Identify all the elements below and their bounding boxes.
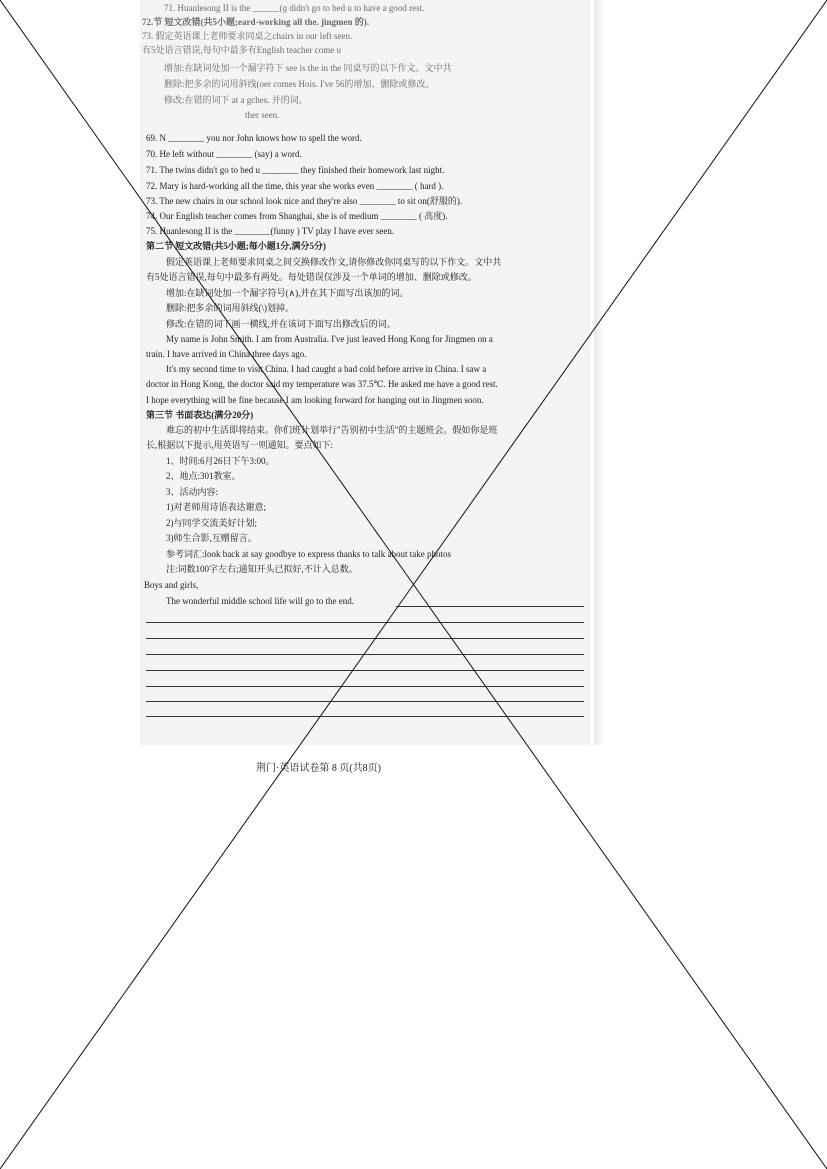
question-73: 73. The new chairs in our school look nice and they're also ________ to sit on(舒服的). xyxy=(146,196,463,206)
ghost-line: 删除:把多余的词用斜线(oer comes Hois. I've 56的增加、删除或修改。 xyxy=(164,79,435,89)
prompt-line: 长,根据以下提示,用英语写一则通知。要点如下: xyxy=(146,440,334,450)
word-count-note: 注:词数100字左右;通知开头已拟好,不计入总数。 xyxy=(166,564,358,574)
key-point: 1、时间:6月26日下午3:00。 xyxy=(166,456,275,466)
letter-opening: The wonderful middle school life will go to the end. xyxy=(166,596,354,606)
ghost-line: 72.节 短文改错(共5小题;eard-working all the. jingmen 的). xyxy=(142,17,369,27)
instruction-line: 增加:在缺词处加一个漏字符号(∧),并在其下面写出该加的词。 xyxy=(166,288,409,298)
key-point: 1)对老师用诗语表达谢意; xyxy=(166,502,266,512)
question-74: 74. Our English teacher comes from Shanghai, she is of medium ________ ( 高度). xyxy=(146,211,448,221)
ghost-line: 修改:在错的词下 at a gches. 并的词。 xyxy=(164,95,308,105)
page-footer: 荆门·英语试卷第 8 页(共8页) xyxy=(256,763,381,774)
instruction-line: 假定英语课上老师要求同桌之间交换修改作文,请你修改你同桌写的以下作文。文中共 xyxy=(166,257,502,267)
section-2-heading: 第二节 短文改错(共5小题;每小题1分,满分5分) xyxy=(146,241,326,251)
section-3-heading: 第三节 书面表达(满分20分) xyxy=(146,410,254,420)
passage-line: It's my second time to visit China. I had caught a bad cold before arrive in China. I saw a xyxy=(166,364,487,374)
passage-line: doctor in Hong Kong, the doctor said my temperature was 37.5℃. He asked me have a good rest. xyxy=(146,379,498,389)
passage-line: My name is John Smith. I am from Australia. I've just leaved Hong Kong for Jingmen on a xyxy=(166,334,493,344)
passage-line: I hope everything will be fine because I am looking forward for hanging out in Jingmen soon. xyxy=(146,395,484,405)
key-point: 2)与同学交流美好计划; xyxy=(166,518,257,528)
question-69: 69. N ________ you nor John knows how to spell the word. xyxy=(146,133,362,143)
instruction-line: 修改:在错的词下画一横线,并在该词下面写出修改后的词。 xyxy=(166,319,396,329)
ghost-line: 71. Huanlesong II is the ______(ɡ didn't go to bed u to have a good rest. xyxy=(164,3,425,13)
key-point: 2、地点:301教室。 xyxy=(166,471,241,481)
question-71: 71. The twins didn't go to bed u ________ they finished their homework last night. xyxy=(146,165,445,175)
ghost-line: 73. 假定英语课上老师要求同桌之chairs in our left seen. xyxy=(142,31,353,41)
key-point: 3)师生合影,互赠留言。 xyxy=(166,533,257,543)
vocab-hint: 参考词汇:look back at say goodbye to express thanks to talk about take photos xyxy=(166,549,451,559)
instruction-line: 有5处语言错误,每句中最多有两处。每处错误仅涉及一个单词的增加、删除或修改。 xyxy=(146,272,477,282)
prompt-line: 难忘的初中生活即将结束。你们班计划举行"告别初中生活"的主题班会。假如你是班 xyxy=(166,425,498,435)
ghost-line: ther seen. xyxy=(245,110,280,120)
key-point: 3、活动内容: xyxy=(166,487,219,497)
instruction-line: 删除:把多余的词用斜线(\)划掉。 xyxy=(166,303,294,313)
question-75: 75. Huanlesong II is the ________(funny ) TV play I have ever seen. xyxy=(146,226,395,236)
letter-greeting: Boys and girls, xyxy=(144,580,199,590)
question-72: 72. Mary is hard-working all the time, this year she works even ________ ( hard ). xyxy=(146,181,444,191)
ghost-line: 增加:在缺词处加一个漏字符下 see is the in the 同桌写的以下作文。文中共 xyxy=(164,63,452,73)
passage-line: train. I have arrived in China three days ago. xyxy=(146,349,307,359)
ghost-line: 有5处语言错误,每句中最多有English teacher come u xyxy=(142,45,341,55)
question-70: 70. He left without ________ (say) a word. xyxy=(146,149,302,159)
